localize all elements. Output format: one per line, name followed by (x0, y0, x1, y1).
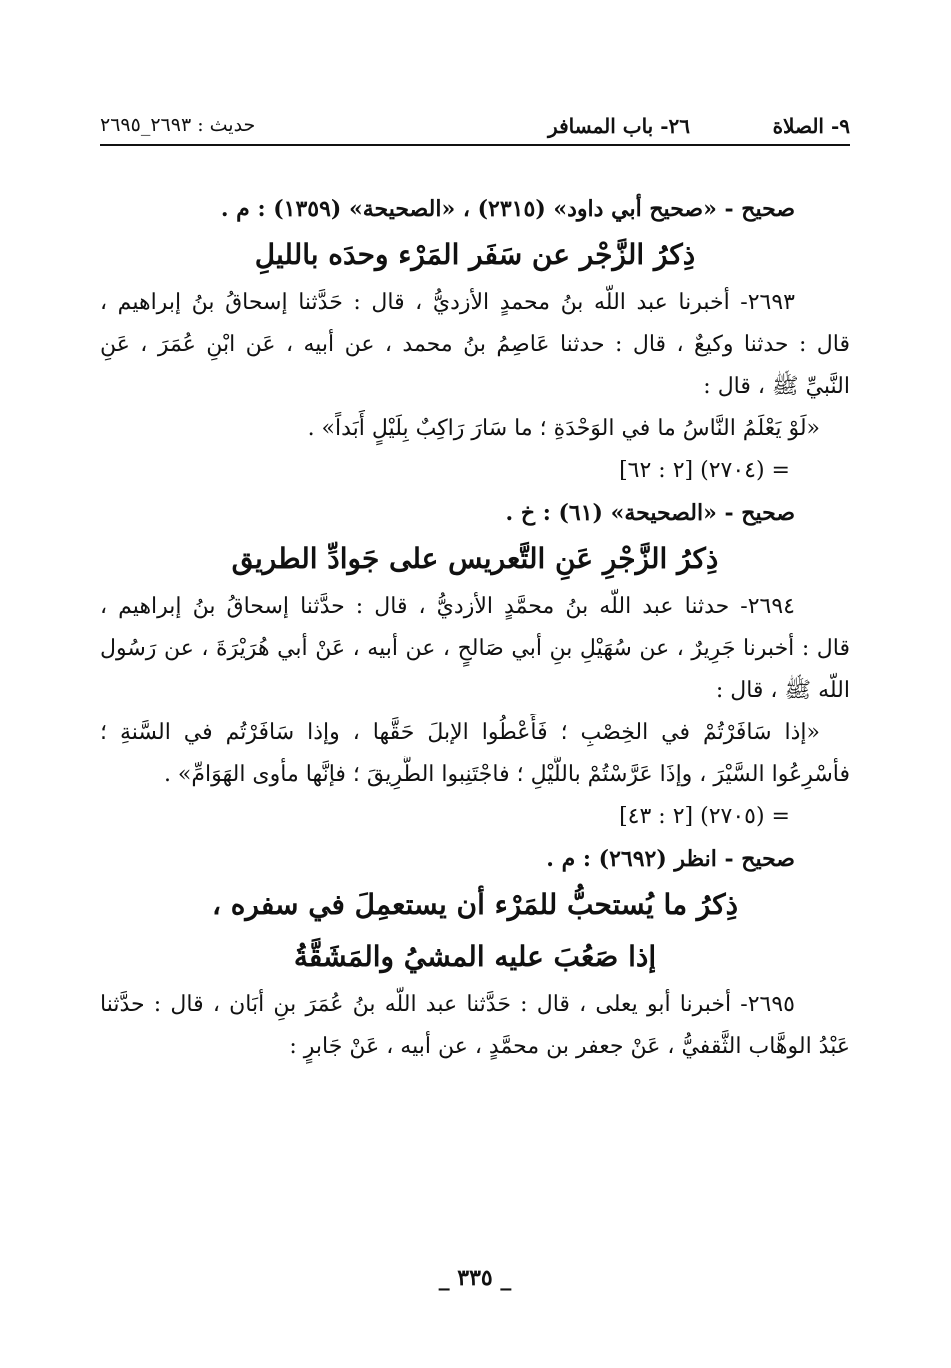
hadith-2693-matn: «لَوْ يَعْلَمُ النَّاسُ ما في الوَحْدَةِ ؛ ما سَارَ رَاكِبٌ بِلَيْلٍ أَبَداً» . (307, 416, 820, 441)
page-body (100, 190, 850, 1070)
hadith-2693-isnad-cont: قال : حدثنا وكيعٌ ، قال : حدثنا عَاصِمُ بنُ محمد ، عن أبيه ، عَن ابْنِ عُمَرَ ، عَنِ (100, 332, 850, 357)
grading-line: صحيح - انظر (٢٦٩٢) : م . (546, 846, 795, 872)
running-header (100, 114, 850, 144)
header-rule (100, 144, 850, 146)
chapter-heading: ذِكرُ الزَّجْرِ عَنِ التَّعريس على جَوادِّ الطريق (231, 542, 719, 575)
chapter-title: ٩- الصلاة (772, 114, 850, 138)
hadith-2694-isnad: ٢٦٩٤- حدثنا عبد اللّه بنُ محمَّدٍ الأزديُّ ، قال : حدَّثنا إسحاقُ بنُ إبراهيم ، (100, 594, 795, 619)
grading-line: صحيح - «صحيح أبي داود» (٢٣١٥) ، «الصحيحة» (١٣٥٩) : م . (220, 196, 795, 222)
chapter-heading: ذِكرُ الزَّجْر عن سَفَر المَرْء وحدَه بالليلِ (254, 238, 696, 271)
chapter-heading: ذِكرُ ما يُستحبُّ للمَرْء أن يستعمِلَ في سفره ، (211, 888, 739, 921)
hadith-2694-isnad-cont: قال : أخبرنا جَرِيرٌ ، عن سُهَيْلِ بنِ أبي صَالحٍ ، عن أبيه ، عَنْ أبي هُرَيْرَةَ ، عن رَسُول (100, 636, 850, 661)
hadith-2694-reference: = (٢٧٠٥) [٢ : ٤٣] (619, 804, 790, 829)
hadith-2693-reference: = (٢٧٠٤) [٢ : ٦٢] (619, 458, 790, 483)
hadith-2694-matn-cont: فأسْرِعُوا السَّيْرَ ، وإذَا عَرَّسْتُمْ باللَّيْلِ ؛ فاجْتَنِبوا الطَّرِيقَ ؛ فإنَّها مأوى الهَوَامِّ» . (163, 762, 850, 787)
grading-line: صحيح - «الصحيحة» (٦١) : خ . (505, 500, 795, 526)
hadith-2694-matn: «إذا سَافَرْتُمْ في الخِصْبِ ؛ فَأَعْطُوا الإبلَ حَقَّها ، وإذا سَافَرْتُم في السَّنةِ ؛ (100, 720, 820, 745)
hadith-2693-isnad: ٢٦٩٣- أخبرنا عبد اللّه بنُ محمدٍ الأزديُّ ، قال : حَدَّثنا إسحاقُ بنُ إبراهيم ، (100, 290, 795, 315)
hadith-2695-isnad: ٢٦٩٥- أخبرنا أبو يعلى ، قال : حَدَّثنا عبد اللّه بنُ عُمَرَ بنِ أبَان ، قال : حدَّثنا (100, 992, 795, 1017)
hadith-2694-isnad-end: اللّه ﷺ ، قال : (715, 678, 850, 703)
document-page (100, 100, 850, 1300)
hadith-2695-isnad-cont: عَبْدُ الوهَّاب الثَّقفيُّ ، عَنْ جعفر بن محمَّدٍ ، عن أبيه ، عَنْ جَابرٍ : (289, 1034, 850, 1059)
hadith-range: حديث : ٢٦٩٣_٢٦٩٥ (100, 114, 256, 136)
page-number: _ ٣٣٥ _ (438, 1265, 512, 1291)
chapter-heading-cont: إذا صَعُبَ عليه المشيُ والمَشَقَّةُ (293, 940, 657, 973)
section-title: ٢٦- باب المسافر (548, 114, 690, 138)
hadith-2693-isnad-end: النَّبيِّ ﷺ ، قال : (703, 374, 850, 399)
